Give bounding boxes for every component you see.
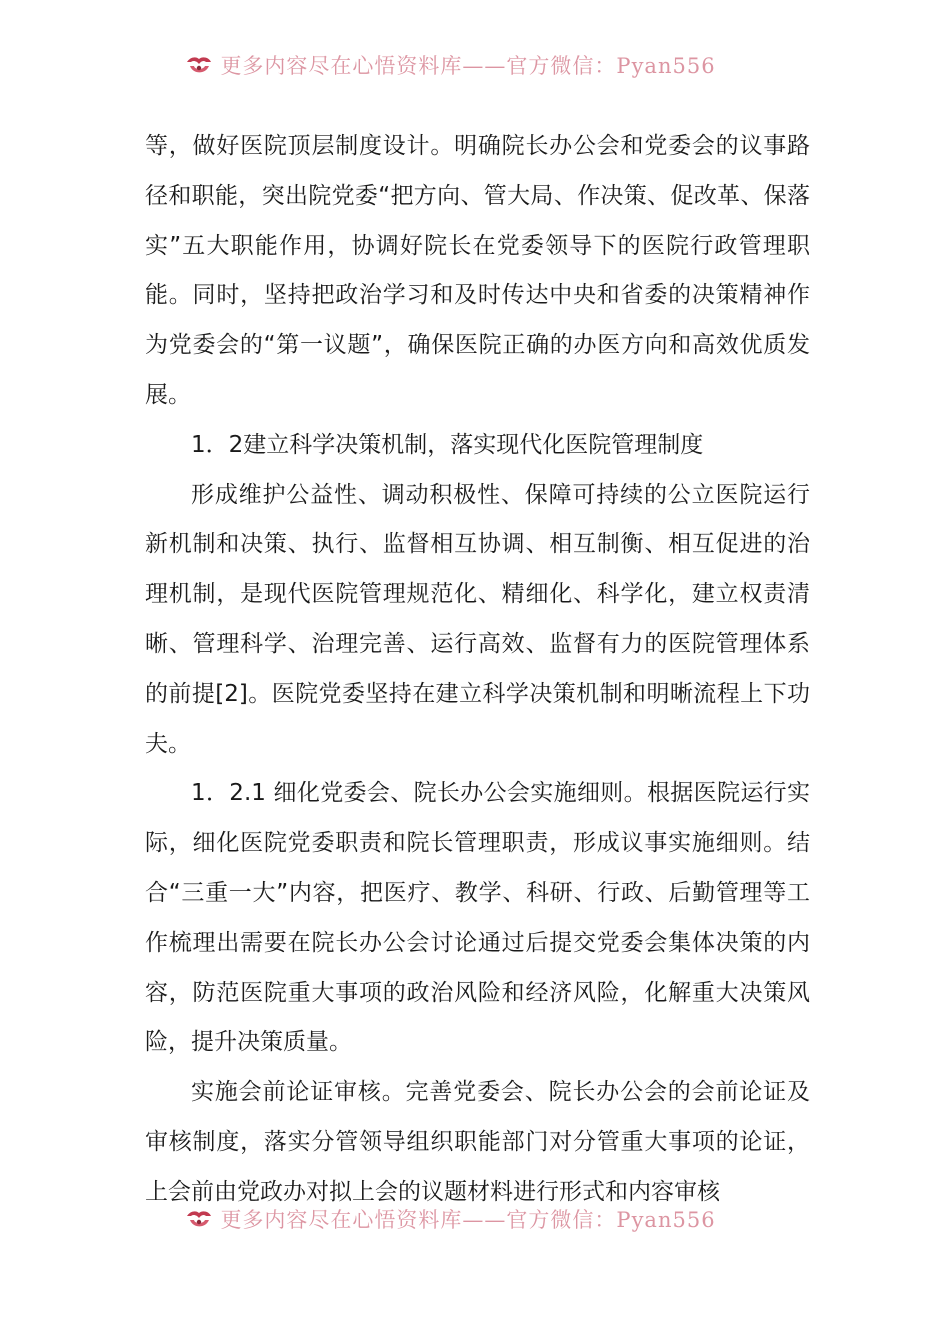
watermark-footer: [0, 1206, 950, 1232]
watermark-text: 更多内容尽在心悟资料库——官方微信：Pyan556: [220, 1208, 716, 1232]
paragraph: 等，做好医院顶层制度设计。明确院长办公会和党委会的议事路径和职能，突出院党委“把方向、管大局、作决策、促改革、保落实”五大职能作用，协调好院长在党委领导下的医院行政管理职能。同时，坚持把政治学习和及时传达中央和省委的决策精神作为党委会的“第一议题”，确保医院正确的办医方向和高效优质发展。: [145, 133, 810, 408]
paragraph: 实施会前论证审核。完善党委会、院长办公会的会前论证及审核制度，落实分管领导组织职能部门对分管重大事项的论证，上会前由党政办对拟上会的议题材料进行形式和内容审核: [145, 1079, 810, 1205]
watermark-header: [0, 52, 950, 78]
paragraph: 1．2.1 细化党委会、院长办公会实施细则。根据医院运行实际，细化医院党委职责和院长管理职责，形成议事实施细则。结合“三重一大”内容，把医疗、教学、科研、行政、后勤管理等工作梳理出需要在院长办公会讨论通过后提交党委会集体决策的内容，防范医院重大事项的政治风险和经济风险，化解重大决策风险，提升决策质量。: [145, 780, 810, 1056]
document-body: [145, 122, 810, 1218]
watermark-logo-icon: [184, 53, 214, 77]
paragraph: 形成维护公益性、调动积极性、保障可持续的公立医院运行新机制和决策、执行、监督相互协调、相互制衡、相互促进的治理机制，是现代医院管理规范化、精细化、科学化，建立权责清晰、管理科学、治理完善、运行高效、监督有力的医院管理体系的前提[2]。医院党委坚持在建立科学决策机制和明晰流程上下功夫。: [145, 481, 810, 757]
section-heading: 1．2建立科学决策机制，落实现代化医院管理制度: [191, 431, 704, 458]
watermark-logo-icon: [184, 1207, 214, 1231]
watermark-text: 更多内容尽在心悟资料库——官方微信：Pyan556: [220, 54, 716, 78]
